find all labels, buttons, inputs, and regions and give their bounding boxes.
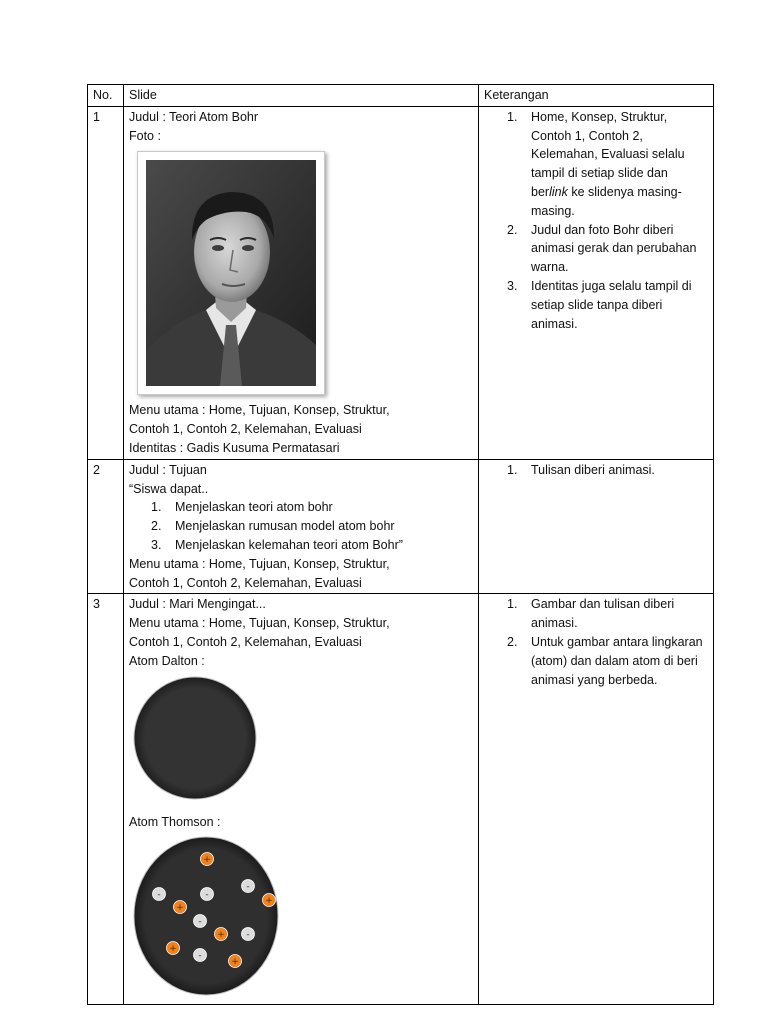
- list-number: 1.: [507, 462, 518, 477]
- electron-charge: [153, 888, 166, 901]
- proton-charge: [201, 853, 214, 866]
- list-item: [484, 595, 708, 633]
- goal-text: Menjelaskan kelemahan teori atom Bohr”: [175, 537, 403, 552]
- row-number: 2: [88, 459, 124, 594]
- proton-charge: [174, 901, 187, 914]
- keterangan-cell: [479, 594, 714, 1005]
- proton-charge: [229, 955, 242, 968]
- identity-line: Identitas : Gadis Kusuma Permatasari: [129, 440, 340, 455]
- goal-text: Menjelaskan rumusan model atom bohr: [175, 519, 395, 534]
- row-number: 3: [88, 594, 124, 1005]
- electron-charge: [242, 928, 255, 941]
- storyboard-table: [87, 84, 714, 1005]
- photo-label: Foto :: [129, 128, 161, 143]
- svg-text:-: -: [246, 882, 250, 893]
- slide-title: Judul : Tujuan: [129, 462, 207, 477]
- electron-charge: [242, 880, 255, 893]
- list-number: 3.: [507, 278, 518, 293]
- svg-text:-: -: [157, 890, 161, 901]
- dalton-label: Atom Dalton :: [129, 653, 205, 668]
- menu-line-1: Menu utama : Home, Tujuan, Konsep, Struktur,: [129, 556, 390, 571]
- list-item: [484, 277, 708, 333]
- list-number: 1.: [151, 500, 162, 515]
- notes-list: [484, 595, 708, 689]
- table-row: [88, 459, 714, 594]
- svg-text:-: -: [246, 930, 250, 941]
- table-row: [88, 106, 714, 459]
- svg-text:+: +: [176, 903, 184, 914]
- keterangan-cell: [479, 459, 714, 594]
- list-item: [129, 498, 473, 517]
- svg-text:-: -: [198, 951, 202, 962]
- list-item: [129, 536, 473, 555]
- menu-line-2: Contoh 1, Contoh 2, Kelemahan, Evaluasi: [129, 575, 362, 590]
- thomson-atom-image: [132, 835, 282, 999]
- list-item: [484, 221, 708, 277]
- electron-charge: [201, 888, 214, 901]
- row-number: 1: [88, 106, 124, 459]
- header-keterangan: Keterangan: [479, 85, 714, 107]
- svg-text:+: +: [169, 944, 177, 955]
- svg-text:-: -: [205, 890, 209, 901]
- list-number: 2.: [151, 519, 162, 534]
- bohr-photo: [137, 151, 325, 395]
- menu-line-2: Contoh 1, Contoh 2, Kelemahan, Evaluasi: [129, 634, 362, 649]
- list-item: [484, 633, 708, 689]
- list-number: 3.: [151, 537, 162, 552]
- list-item: [484, 108, 708, 221]
- proton-charge: [263, 894, 276, 907]
- note-text: Tulisan diberi animasi.: [531, 462, 655, 477]
- keterangan-cell: [479, 106, 714, 459]
- svg-text:+: +: [265, 896, 273, 907]
- note-text: Judul dan foto Bohr diberi animasi gerak dan perubahan warna.: [531, 222, 697, 275]
- slide-cell: [124, 594, 479, 1005]
- proton-charge: [167, 942, 180, 955]
- slide-title: Judul : Mari Mengingat...: [129, 597, 266, 612]
- header-slide: Slide: [124, 85, 479, 107]
- electron-charge: [194, 949, 207, 962]
- svg-text:-: -: [198, 917, 202, 928]
- note-text: Home, Konsep, Struktur, Contoh 1, Contoh 2, Kelemahan, Evaluasi selalu tampil di setiap slide dan ber: [531, 109, 685, 199]
- notes-list: [484, 461, 708, 480]
- header-row: [88, 85, 714, 107]
- notes-list: [484, 108, 708, 334]
- quote-open: “Siswa dapat..: [129, 481, 209, 496]
- list-item: [484, 461, 708, 480]
- thomson-label: Atom Thomson :: [129, 814, 221, 829]
- list-item: [129, 517, 473, 536]
- menu-line-1: Menu utama : Home, Tujuan, Konsep, Struktur,: [129, 403, 390, 418]
- list-number: 1.: [507, 109, 518, 124]
- note-text: Gambar dan tulisan diberi animasi.: [531, 597, 675, 631]
- menu-line-2: Contoh 1, Contoh 2, Kelemahan, Evaluasi: [129, 422, 362, 437]
- slide-cell: [124, 106, 479, 459]
- portrait-image: [146, 160, 316, 386]
- header-no: No.: [88, 85, 124, 107]
- slide-cell: [124, 459, 479, 594]
- menu-line-1: Menu utama : Home, Tujuan, Konsep, Struktur,: [129, 616, 390, 631]
- slide-title: Judul : Teori Atom Bohr: [129, 109, 259, 124]
- list-number: 2.: [507, 222, 518, 237]
- dalton-atom-image: [132, 675, 258, 801]
- note-italic: link: [549, 184, 568, 199]
- svg-text:+: +: [217, 930, 225, 941]
- goals-list: [129, 498, 473, 554]
- goal-text: Menjelaskan teori atom bohr: [175, 500, 333, 515]
- proton-charge: [215, 928, 228, 941]
- svg-text:+: +: [231, 957, 239, 968]
- list-number: 1.: [507, 597, 518, 612]
- note-text: Identitas juga selalu tampil di setiap slide tanpa diberi animasi.: [531, 278, 692, 331]
- note-text: Untuk gambar antara lingkaran (atom) dan dalam atom di beri animasi yang berbeda.: [531, 634, 703, 687]
- table-row: [88, 594, 714, 1005]
- electron-charge: [194, 915, 207, 928]
- svg-text:+: +: [203, 855, 211, 866]
- list-number: 2.: [507, 634, 518, 649]
- note-text: ke slidenya masing-masing.: [531, 184, 682, 218]
